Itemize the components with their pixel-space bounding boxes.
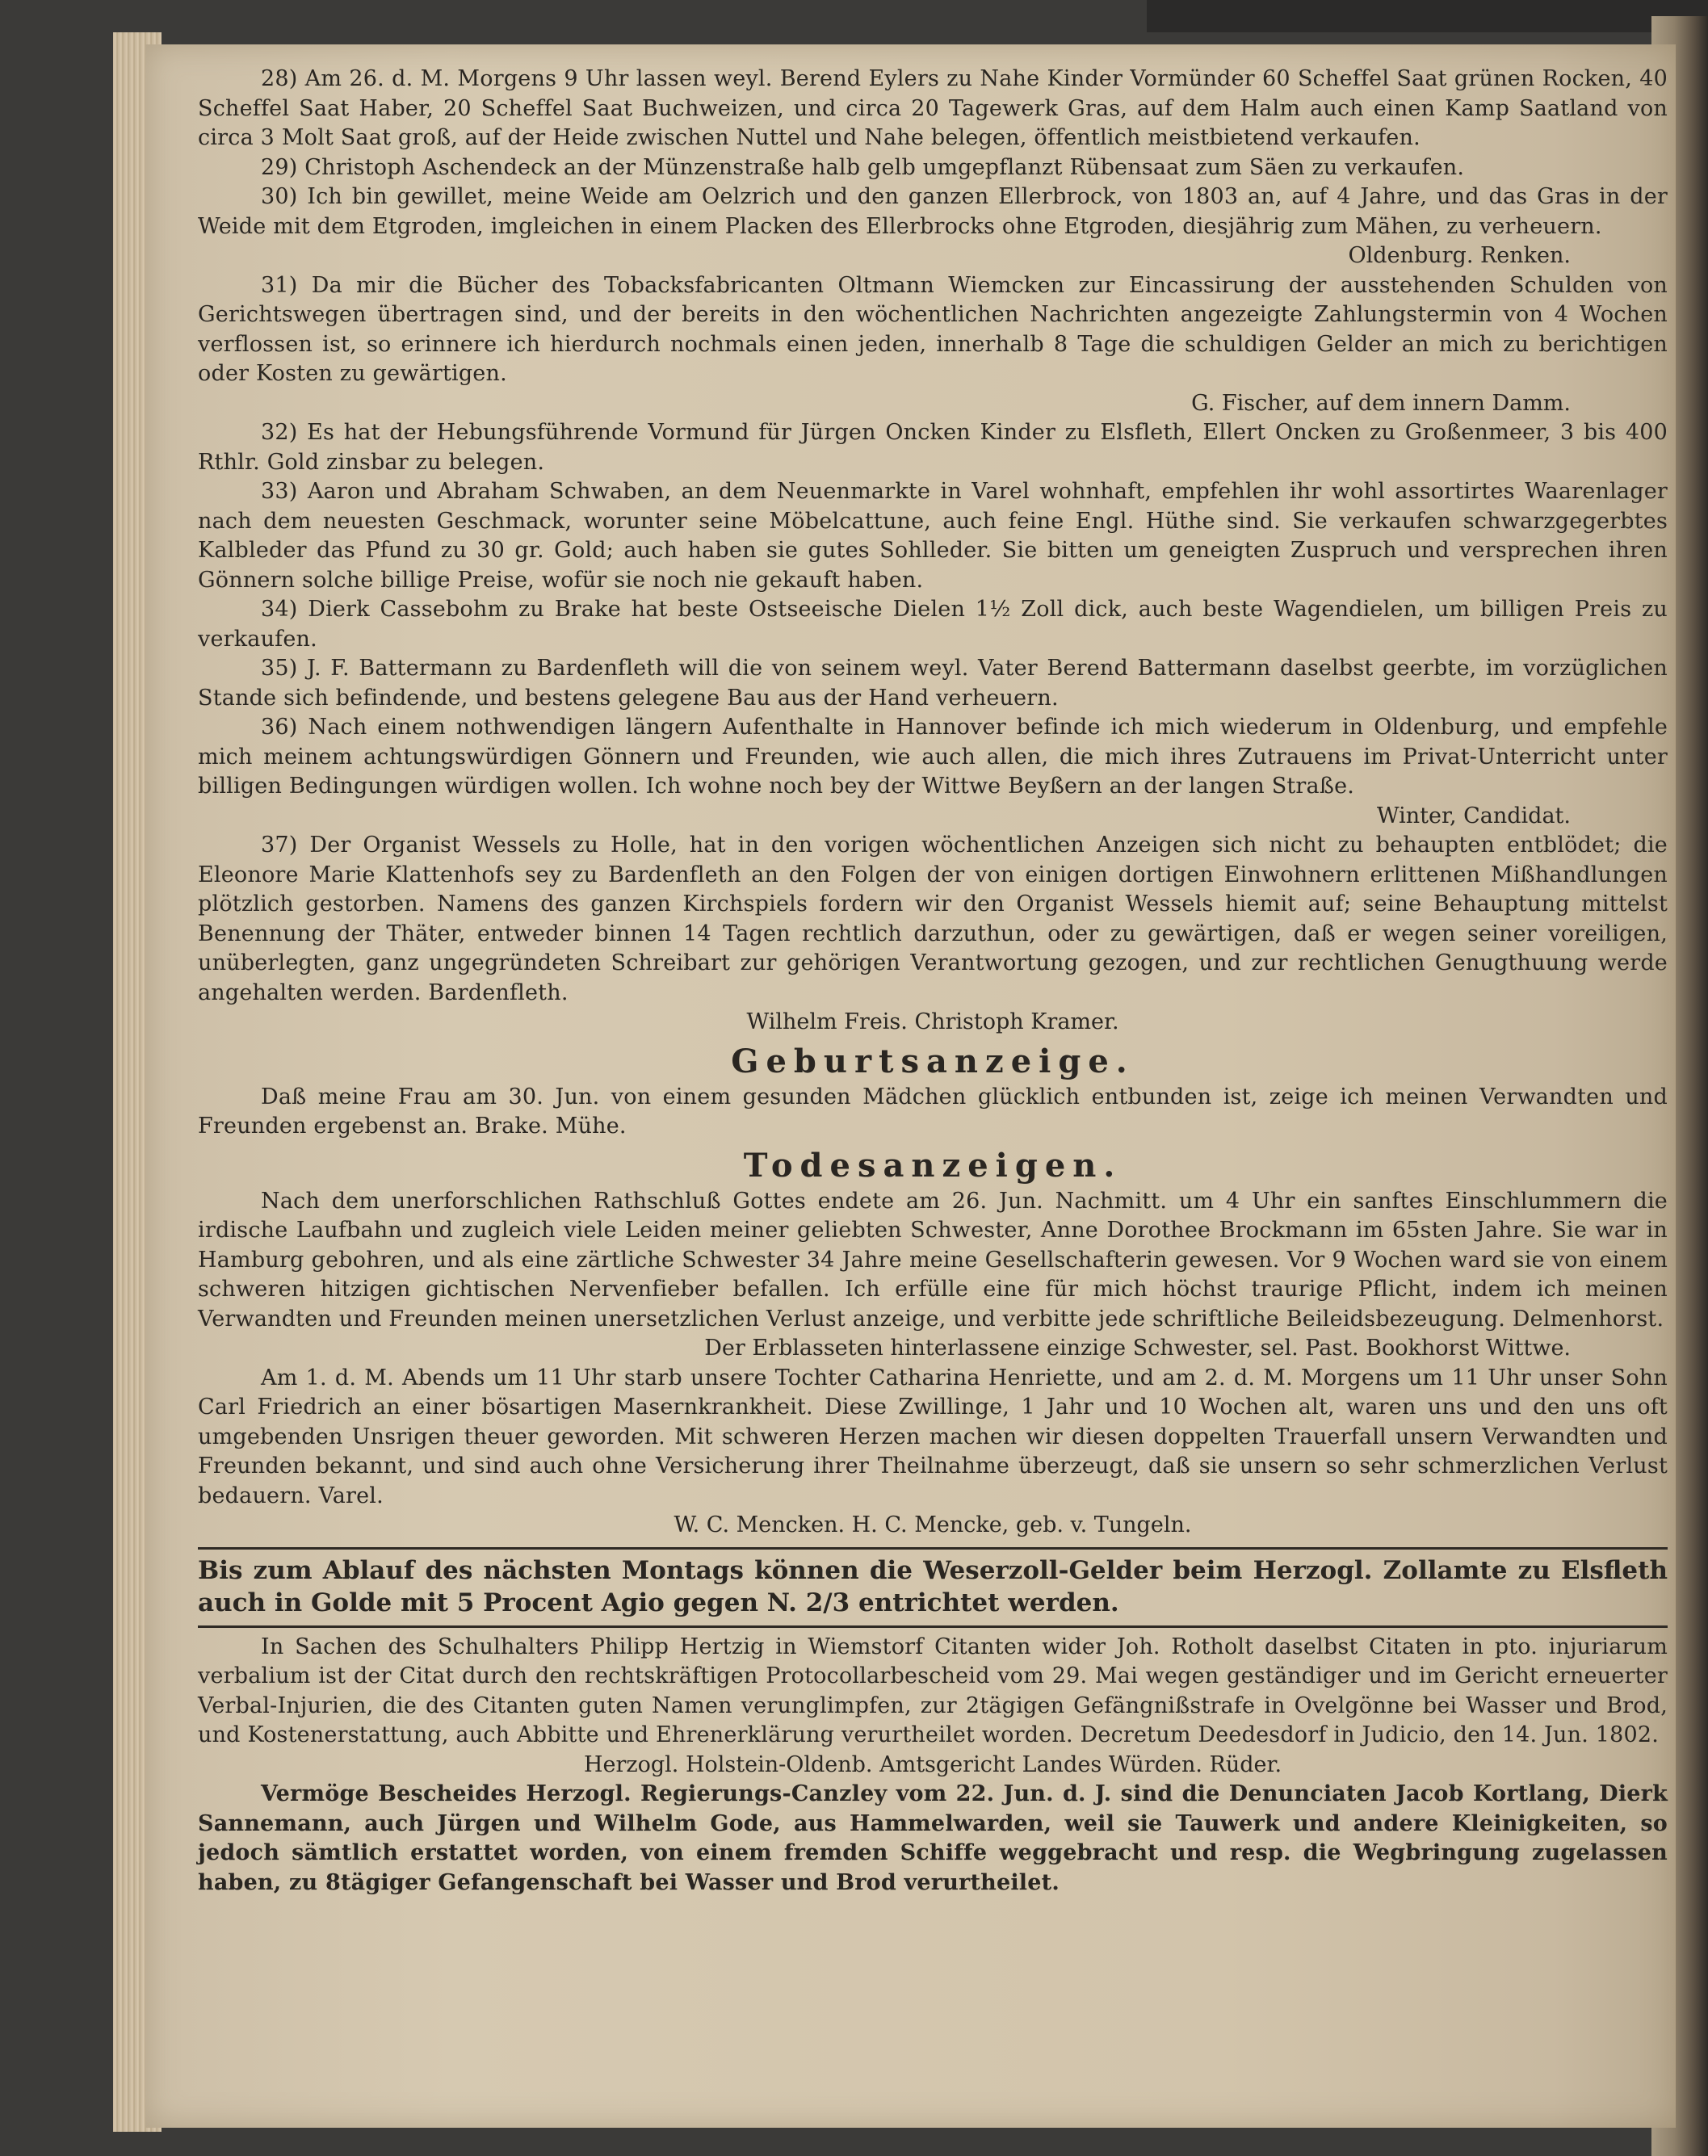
death-notice-2-signature: W. C. Mencken. H. C. Mencke, geb. v. Tungeln. xyxy=(674,1512,1192,1537)
death-notice-1: Nach dem unerforschlichen Rathschluß Gottes endete am 26. Jun. Nachmitt. um 4 Uhr ein sanftes Einschlummern die irdische Laufbahn und zugleich viele Leiden meiner geliebten Schwester, Anne Dorothee Brockmann im 65sten Jahre. Sie war in Hamburg gebohren, und als eine zärtliche Schwester 34 Jahre meine Gesellschafterin gewesen. Vor 9 Wochen ward sie von einem schweren hitzigen gichtischen Nervenfieber befallen. Ich erfülle eine für mich höchst traurige Pflicht, indem ich meinen Verwandten und Freunden meinen unersetzlichen Verlust anzeige, und verbitte jede schriftliche Beileidsbezeugung. Delmenhorst. xyxy=(198,1188,1668,1332)
page-text xyxy=(198,65,1668,1898)
birth-heading: Geburtsanzeige. xyxy=(731,1042,1135,1080)
customs-notice: Bis zum Ablauf des nächsten Montags können die Weserzoll-Gelder beim Herzogl. Zollamte zu Elsfleth auch in Golde mit 5 Procent Agio gegen N. 2/3 entrichtet werden. xyxy=(198,1555,1668,1617)
ad-29: 29) Christoph Aschendeck an der Münzenstraße halb gelb umgepflanzt Rübensaat zum Säen zu verkaufen. xyxy=(261,154,1465,180)
ad-30: 30) Ich bin gewillet, meine Weide am Oelzrich und den ganzen Ellerbrock, von 1803 an, auf 4 Jahre, und das Gras in der Weide mit dem Etgroden, imgleichen in einem Placken des Ellerbrocks ohne Etgroden, diesjährig zum Mähen, zu verheuern. xyxy=(198,184,1668,239)
birth-announcement: Daß meine Frau am 30. Jun. von einem gesunden Mädchen glücklich entbunden ist, zeige ich meinen Verwandten und Freunden ergebenst an. Brake. Mühe. xyxy=(198,1084,1668,1139)
ad-32: 32) Es hat der Hebungsführende Vormund für Jürgen Oncken Kinder zu Elsfleth, Ellert Oncken zu Großenmeer, 3 bis 400 Rthlr. Gold zinsbar zu belegen. xyxy=(198,420,1668,475)
scanner-background xyxy=(1147,0,1708,32)
deaths-heading: Todesanzeigen. xyxy=(743,1146,1123,1185)
court-decree: In Sachen des Schulhalters Philipp Hertzig in Wiemstorf Citanten wider Joh. Rotholt daselbst Citaten in pto. injuriarum verbalium ist der Citat durch den rechtskräftigen Protocollarbescheid vom 29. Mai wegen geständiger und im Gericht erneuerter Verbal-Injurien, die des Citanten guten Namen verunglimpfen, zur 2tägigen Gefängnißstrafe in Ovelgönne bei Wasser und Brod, und Kostenerstattung, auch Abbitte und Ehrenerklärung verurtheilet worden. Decretum Deedesdorf in Judicio, den 14. Jun. 1802. xyxy=(198,1634,1668,1747)
ad-36-signature: Winter, Candidat. xyxy=(1376,803,1571,828)
ad-28: 28) Am 26. d. M. Morgens 9 Uhr lassen weyl. Berend Eylers zu Nahe Kinder Vormünder 60 Scheffel Saat grünen Rocken, 40 Scheffel Saat Haber, 20 Scheffel Saat Buchweizen, und circa 20 Tagewerk Gras, auf dem Halm auch einen Kamp Saatland von circa 3 Molt Saat groß, auf der Heide zwischen Nuttel und Nahe belegen, öffentlich meistbietend verkaufen. xyxy=(198,66,1668,150)
death-notice-1-signature: Der Erblasseten hinterlassene einzige Schwester, sel. Past. Bookhorst Wittwe. xyxy=(704,1336,1571,1361)
ad-34: 34) Dierk Cassebohm zu Brake hat beste Ostseeische Dielen 1½ Zoll dick, auch beste Wagendielen, um billigen Preis zu verkaufen. xyxy=(198,597,1668,652)
ad-36: 36) Nach einem nothwendigen längern Aufenthalte in Hannover befinde ich mich wiederum in Oldenburg, und empfehle mich meinem achtungswürdigen Gönnern und Freunden, wie auch allen, die mich ihres Zutrauens im Privat-Unterricht unter billigen Bedingungen würdigen wollen. Ich wohne noch bey der Wittwe Beyßern an der langen Straße. xyxy=(198,715,1668,799)
section-divider-bottom xyxy=(198,1625,1668,1628)
ad-37-signature: Wilhelm Freis. Christoph Kramer. xyxy=(746,1009,1119,1034)
ad-31: 31) Da mir die Bücher des Tobacksfabricanten Oltmann Wiemcken zur Eincassirung der ausstehenden Schulden von Gerichtswegen übertragen sind, und der bereits in den wöchentlichen Nachrichten angezeigte Zahlungstermin von 4 Wochen verflossen ist, so erinnere ich hierdurch nochmals einen jeden, innerhalb 8 Tage die schuldigen Gelder an mich zu berichtigen oder Kosten zu gewärtigen. xyxy=(198,272,1668,386)
ad-31-signature: G. Fischer, auf dem innern Damm. xyxy=(1191,390,1571,416)
section-divider-top xyxy=(198,1547,1668,1550)
ad-30-signature: Oldenburg. Renken. xyxy=(1348,243,1571,268)
ad-33: 33) Aaron und Abraham Schwaben, an dem Neuenmarkte in Varel wohnhaft, empfehlen ihr wohl assortirtes Waarenlager nach dem neuesten Geschmack, worunter seine Möbelcattune, auch feine Engl. Hüthe sind. Sie verkaufen schwarzgegerbtes Kalbleder das Pfund zu 30 gr. Gold; auch haben sie gutes Sohlleder. Sie bitten um geneigten Zuspruch und versprechen ihren Gönnern solche billige Preise, wofür sie noch nie gekauft haben. xyxy=(198,479,1668,593)
ad-37: 37) Der Organist Wessels zu Holle, hat in den vorigen wöchentlichen Anzeigen sich nicht zu behaupten entblödet; die Eleonore Marie Klattenhofs sey zu Bardenfleth an den Folgen der von einigen dortigen Einwohnern erlittenen Mißhandlungen plötzlich gestorben. Namens des ganzen Kirchspiels fordern wir den Organist Wessels hiemit auf; seine Behauptung mittelst Benennung der Thäter, entweder binnen 14 Tagen rechtlich darzuthun, oder zu gewärtigen, daß er wegen seiner voreiligen, unüberlegten, ganz ungegründeten Schreibart zur gehörigen Verantwortung gezogen, und zur rechtlichen Genugthuung werde angehalten werden. Bardenfleth. xyxy=(198,833,1668,1005)
government-decree: Vermöge Bescheides Herzogl. Regierungs-Canzley vom 22. Jun. d. J. sind die Denunciaten Jacob Kortlang, Dierk Sannemann, auch Jürgen und Wilhelm Gode, aus Hammelwarden, weil sie Tauwerk und andere Kleinigkeiten, so jedoch sämtlich erstattet worden, von einem fremden Schiffe weggebracht und resp. die Wegbringung zugelassen haben, zu 8tägiger Gefangenschaft bei Wasser und Brod verurtheilet. xyxy=(198,1781,1668,1895)
ad-35: 35) J. F. Battermann zu Bardenfleth will die von seinem weyl. Vater Berend Battermann daselbst geerbte, im vorzüglichen Stande sich befindende, und bestens gelegene Bau aus der Hand verheuern. xyxy=(198,656,1668,711)
court-decree-signature: Herzogl. Holstein-Oldenb. Amtsgericht Landes Würden. Rüder. xyxy=(583,1751,1282,1777)
death-notice-2: Am 1. d. M. Abends um 11 Uhr starb unsere Tochter Catharina Henriette, und am 2. d. M. Morgens um 11 Uhr unser Sohn Carl Friedrich an einer bösartigen Masernkrankheit. Diese Zwillinge, 1 Jahr und 10 Wochen alt, waren uns und den uns oft umgebenden Unsrigen theuer geworden. Mit schweren Herzen machen wir diesen doppelten Trauerfall unsern Verwandten und Freunden bekannt, und sind auch ohne Versicherung ihrer Theilnahme überzeugt, daß sie unsern so sehr schmerzlichen Verlust bedauern. Varel. xyxy=(198,1365,1668,1508)
